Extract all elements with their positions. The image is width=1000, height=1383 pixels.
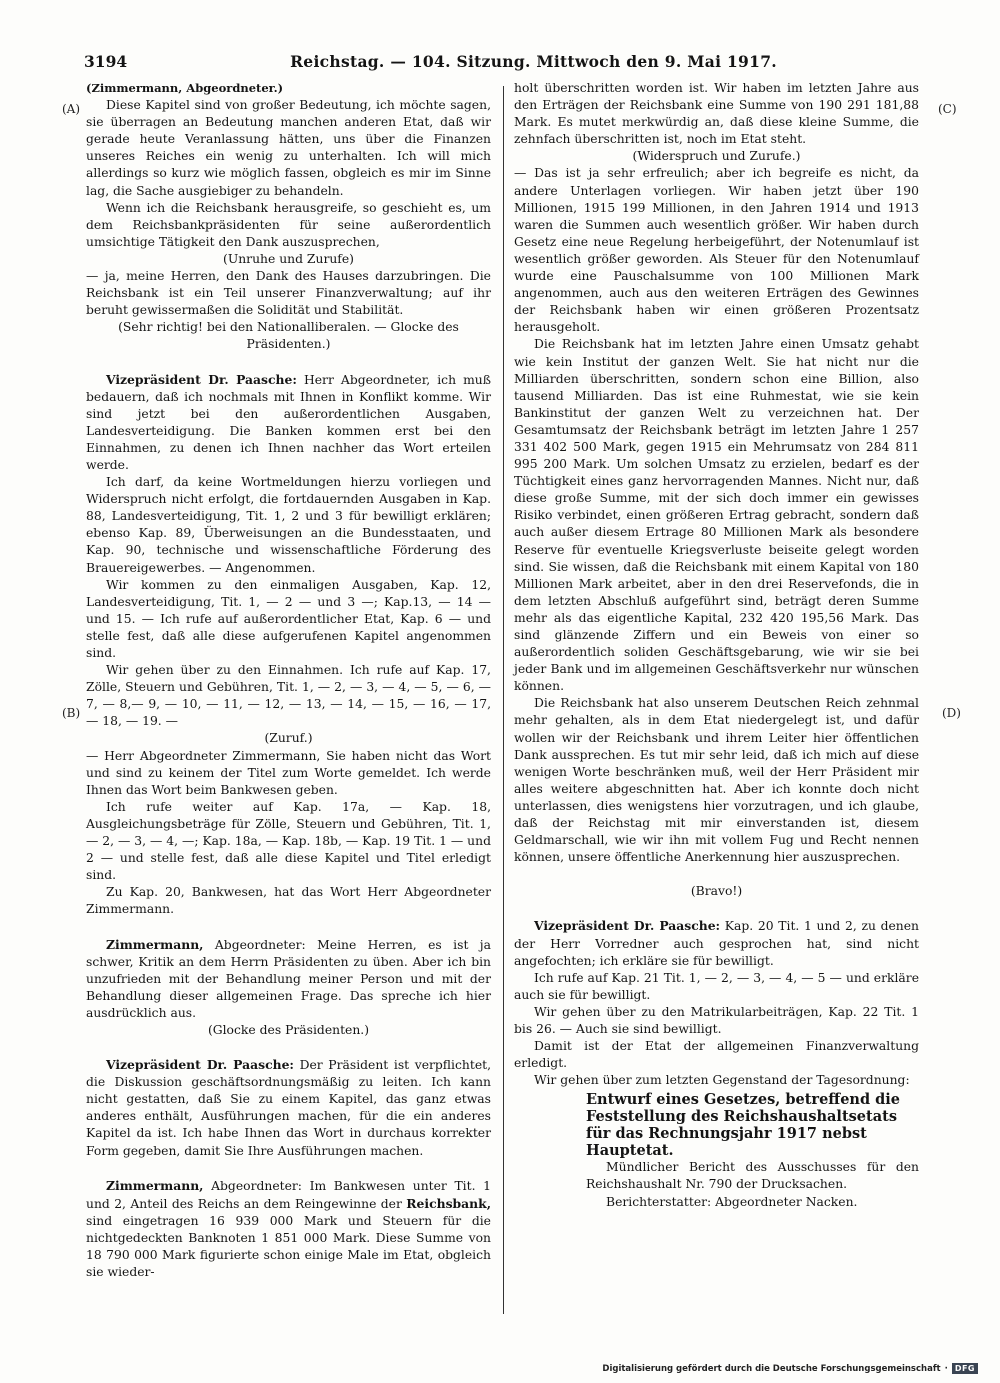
- paragraph: Die Reichsbank hat also unserem Deutschen Reich zehnmal mehr gehalten, als in dem Etat niedergelegt ist, und dafür wollen wir der Reichsbank und ihrem Leiter hier öffentlichen Dank aussprechen. Es tut mir sehr leid, daß ich mich auf diese wenigen Worte beschränken muß, weil der Herr Präsident mir alles weitere abgeschnitten hat. Aber ich konnte doch nicht unterlassen, dies wenigstens hier vorzutragen, und ich glaube, daß der Reichstag mit mir einverstanden ist, diesem Geldmarschall, wie wir ihn mit vollem Fug und Recht nennen können, unsere öffentliche Anerkennung hier auszusprechen.: [514, 696, 919, 865]
- interjection: (Glocke des Präsidenten.): [207, 1022, 370, 1037]
- page-number: 3194: [84, 52, 128, 71]
- agenda-item-title: Entwurf eines Gesetzes, betreffend die Feststellung des Reichshaushaltsetats für das Rechnungsjahr 1917 nebst Hauptetat.: [586, 1091, 901, 1160]
- paragraph: Wenn ich die Reichsbank herausgreife, so geschieht es, um dem Reichsbankpräsidenten für seine außerordentlich umsichtige Tätigkeit den Dank auszusprechen,: [86, 200, 491, 249]
- interjection: (Bravo!): [690, 884, 743, 899]
- interjection: (Sehr richtig! bei den Nationalliberalen. — Glocke des Präsidenten.): [118, 320, 459, 352]
- paragraph: Diese Kapitel sind von großer Bedeutung, ich möchte sagen, sie überragen an Bedeutung manchen anderen Etat, daß wir gerade heute Veranlassung hätten, uns über die Finanzen unseres Reiches ein wenig zu unterhalten. Ich will mich allerdings so kurz wie möglich fassen, obgleich es mir im Sinne lag, die Sache ausgiebiger zu behandeln.: [86, 98, 491, 198]
- margin-marker-b: (B): [62, 706, 81, 720]
- paragraph: Ich rufe weiter auf Kap. 17a, — Kap. 18, Ausgleichungsbeträge für Zölle, Steuern und Gebühren, Tit. 1, — 2, — 3, — 4, —; Kap. 18a, — Kap. 18b, — Kap. 19 Tit. 1 — und 2 — und stelle fest, daß alle diese Kapitel und Titel erledigt sind.: [86, 799, 491, 883]
- margin-marker-d: (D): [942, 706, 961, 720]
- emphasis-text: Reichsbank,: [406, 1195, 491, 1211]
- paragraph: — ja, meine Herren, den Dank des Hauses darzubringen. Die Reichsbank ist ein Teil unserer Finanzverwaltung; auf ihr beruht gewissermaßen die Solidität und Stabilität.: [86, 269, 491, 318]
- speaker-name: Zimmermann,: [106, 1177, 204, 1193]
- agenda-item-rapporteur: Berichterstatter: Abgeordneter Nacken.: [606, 1194, 858, 1209]
- paragraph: Ich rufe auf Kap. 21 Tit. 1, — 2, — 3, — 4, — 5 — und erkläre auch sie für bewilligt.: [514, 970, 919, 1002]
- interjection: (Zuruf.): [264, 731, 313, 746]
- paragraph: — Das ist ja sehr erfreulich; aber ich begreife es nicht, da andere Unterlagen vorliegen. Wir haben jetzt über 190 Millionen, 1915 199 Millionen, in den Jahren 1914 und 1913 waren die Summen auch wesentlich größer. Wir haben durch Gesetz eine neue Regelung herbeigeführt, der Notenumlauf ist wesentlich größer geworden. Als Steuer für den Notenumlauf wurde eine Pauschalsumme von 100 Millionen Mark angenommen, auch aus den weiteren Erträgen des Gewinnes der Reichsbank haben wir einen größeren Prozentsatz herausgeholt.: [514, 166, 919, 335]
- margin-marker-a: (A): [62, 102, 81, 116]
- paragraph: Zu Kap. 20, Bankwesen, hat das Wort Herr Abgeordneter Zimmermann.: [86, 885, 491, 917]
- paragraph: Wir gehen über zu den Matrikularbeiträgen, Kap. 22 Tit. 1 bis 26. — Auch sie sind bewilligt.: [514, 1004, 919, 1036]
- page-header: [84, 52, 940, 76]
- agenda-item-report: Mündlicher Bericht des Ausschusses für den Reichshaushalt Nr. 790 der Drucksachen.: [586, 1160, 919, 1192]
- interjection: (Unruhe und Zurufe): [223, 251, 354, 266]
- paragraph: Wir kommen zu den einmaligen Ausgaben, Kap. 12, Landesverteidigung, Tit. 1, — 2 — und 3 —; Kap.13, — 14 — und 15. — Ich rufe auf außerordentlicher Etat, Kap. 6 — und stelle fest, daß alle diese aufgerufenen Kapitel angenommen sind.: [86, 577, 491, 660]
- paragraph: Wir gehen über zu den Einnahmen. Ich rufe auf Kap. 17, Zölle, Steuern und Gebühren, Tit. 1, — 2, — 3, — 4, — 5, — 6, — 7, — 8,— 9, — 10, — 11, — 12, — 13, — 14, — 15, — 16, — 17, — 18, — 19. —: [86, 663, 491, 729]
- speaker-context: (Zimmermann, Abgeordneter.): [86, 81, 284, 95]
- column-divider: [503, 86, 504, 1314]
- running-title: Reichstag. — 104. Sitzung. Mittwoch den 9. Mai 1917.: [290, 52, 777, 71]
- margin-marker-c: (C): [938, 102, 957, 116]
- speaker-name: Vizepräsident Dr. Paasche:: [106, 371, 297, 387]
- paragraph: — Herr Abgeordneter Zimmermann, Sie haben nicht das Wort und sind zu keinem der Titel zum Worte gemeldet. Ich werde Ihnen das Wort beim Bankwesen geben.: [86, 748, 491, 797]
- speaker-name: Zimmermann,: [106, 936, 204, 952]
- left-column: [86, 80, 491, 1281]
- speech-paragraph: [514, 917, 919, 969]
- speech-text: Der Präsident ist verpflichtet, die Diskussion geschäftsordnungsmäßig zu leiten. Ich kann nicht gestatten, daß Sie zu einem Kapitel, das ganz etwas anderes enthält, Ausführungen machen, für die ein anderes Kapitel da ist. Ich habe Ihnen das Wort in durchaus korrekter Form gegeben, damit Sie Ihre Ausführungen machen.: [86, 1058, 492, 1158]
- speech-text: Herr Abgeordneter, ich muß bedauern, daß ich nochmals mit Ihnen in Konflikt komme. Wir sind jetzt bei den außerordentlichen Ausgaben, Landesverteidigung. Die Banken kommen erst bei den Einnahmen, zu denen ich Ihnen nachher das Wort erteilen werde.: [86, 372, 492, 472]
- speaker-name: Vizepräsident Dr. Paasche:: [534, 918, 721, 934]
- speech-text: Abgeordneter: Im Bankwesen unter Tit. 1 und 2, Anteil des Reichs an dem Reingewinne der: [86, 1178, 491, 1211]
- speech-paragraph: [86, 371, 491, 475]
- speech-text: Abgeordneter: Meine Herren, es ist ja schwer, Kritik an dem Herrn Präsidenten zu üben. Aber ich bin unzufrieden mit der Behandlung meiner Person und mit der Behandlung dieser allgemeinen Frage. Das spreche ich hier ausdrücklich aus.: [86, 937, 491, 1020]
- digitization-footer: Digitalisierung gefördert durch die Deutsche Forschungsgemeinschaft · DFG: [602, 1363, 978, 1374]
- paragraph: Damit ist der Etat der allgemeinen Finanzverwaltung erledigt.: [514, 1039, 919, 1071]
- paragraph: Die Reichsbank hat im letzten Jahre einen Umsatz gehabt wie kein Institut der ganzen Welt. Sie hat nicht nur die Milliarden überschritten, sondern schon eine Billion, also tausend Milliarden. Das ist eine Ruhmestat, wie sie kein Bankinstitut der ganzen Welt zu verzeichnen hat. Der Gesamtumsatz der Reichsbank beträgt im letzten Jahre 1 257 331 402 500 Mark, gegen 1915 ein Mehrumsatz von 284 811 995 200 Mark. Um solchen Umsatz zu erzielen, bedarf es der Tüchtigkeit eines ganz hervorragenden Mannes. Nicht nur, daß diese große Summe, mit der sich doch immer ein gewisses Risiko verbindet, einen größeren Ertrag gebracht, sondern daß auch außer diesem Ertrage 80 Millionen Mark als besondere Reserve für eventuelle Kriegsverluste beiseite gelegt worden sind. Sie wissen, daß die Reichsbank mit einem Kapital von 180 Millionen Mark arbeitet, aber in den drei Reservefonds, die in dem letzten Abschluß aufgeführt sind, beträgt deren Summe mehr als das eigentliche Kapital, 232 420 195,56 Mark. Das sind glänzende Ziffern und ein Beweis von einer so außerordentlich soliden Geschäftsgebarung, wie wir sie bei jeder Bank und im allgemeinen Geschäftsverkehr nur wünschen können.: [514, 337, 919, 694]
- speech-paragraph: [86, 1056, 491, 1160]
- speech-paragraph: [86, 936, 491, 1022]
- footer-text: Digitalisierung gefördert durch die Deutsche Forschungsgemeinschaft: [602, 1363, 941, 1374]
- speech-text: Kap. 20 Tit. 1 und 2, zu denen der Herr Vorredner auch gesprochen hat, sind nicht angefochten; ich erkläre sie für bewilligt.: [514, 919, 920, 968]
- dfg-logo: DFG: [952, 1363, 978, 1374]
- paragraph: Wir gehen über zum letzten Gegenstand der Tagesordnung:: [534, 1073, 910, 1088]
- right-column: [514, 80, 919, 1211]
- paragraph: holt überschritten worden ist. Wir haben im letzten Jahre aus den Erträgen der Reichsbank eine Summe von 190 291 181,88 Mark. Es mutet merkwürdig an, daß diese kleine Summe, die zehnfach überschritten ist, noch im Etat steht.: [514, 81, 919, 147]
- interjection: (Widerspruch und Zurufe.): [632, 149, 801, 164]
- speech-text: sind eingetragen 16 939 000 Mark und Steuern für die nichtgedeckten Banknoten 1 851 000 Mark. Diese Summe von 18 790 000 Mark figurierte schon einige Male im Etat, obgleich sie wieder-: [86, 1213, 491, 1280]
- paragraph: Ich darf, da keine Wortmeldungen hierzu vorliegen und Widerspruch nicht erfolgt, die fortdauernden Ausgaben in Kap. 88, Landesverteidigung, Tit. 1, 2 und 3 für bewilligt erklären; ebenso Kap. 89, Überweisungen an die Bundesstaaten, und Kap. 90, technische und wissenschaftliche Förderung des Brauereigewerbes. — Angenommen.: [86, 475, 491, 575]
- speaker-name: Vizepräsident Dr. Paasche:: [106, 1057, 294, 1073]
- speech-paragraph: [86, 1177, 491, 1282]
